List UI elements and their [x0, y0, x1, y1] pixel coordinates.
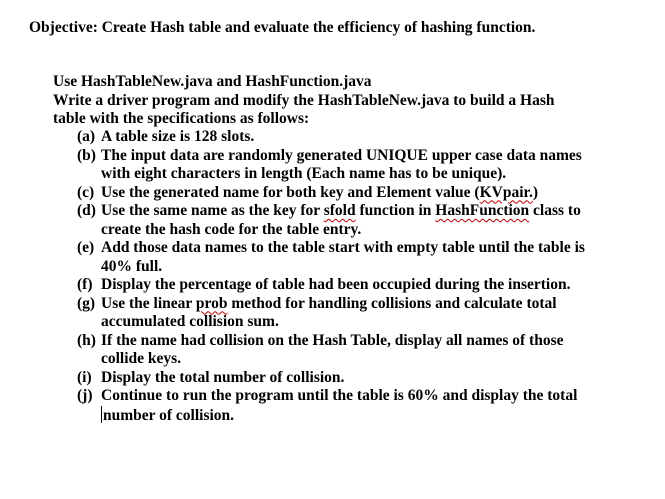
intro-line: Write a driver program and modify the HashTableNew.java to build a Hash [53, 91, 555, 109]
text-cursor [101, 406, 102, 423]
item-label: (a) [77, 128, 96, 145]
item-label: (f) [77, 276, 93, 293]
list-item-b [77, 147, 637, 184]
item-label: (g) [77, 294, 96, 312]
objective-heading: Objective: Create Hash table and evaluate the efficiency of hashing function. [29, 19, 536, 36]
text-run: class to [529, 202, 581, 219]
text-run: ) [532, 183, 539, 201]
list-item-c [77, 184, 637, 203]
item-text [101, 295, 637, 314]
item-text: If the name had collision on the Hash Table, display all names of those [101, 331, 564, 349]
item-text-last[interactable] [101, 406, 637, 426]
list-item-j [77, 387, 637, 425]
item-label: (c) [77, 183, 95, 201]
item-text: Continue to run the program until the table is 60% and display the total [101, 387, 578, 404]
item-text: accumulated collision sum. [101, 313, 279, 330]
list-item-a [77, 128, 637, 147]
list-item-f [77, 276, 637, 295]
item-label: (b) [77, 146, 96, 164]
item-text: Add those data names to the table start with empty table until the table is [101, 239, 585, 256]
item-label: (j) [77, 387, 93, 404]
item-text: with eight characters in length (Each name has to be unique). [101, 165, 507, 182]
text-run: Use the generated name for both key and Element value ( [101, 183, 480, 201]
item-text [101, 184, 637, 203]
intro-line: Use HashTableNew.java and HashFunction.java [53, 73, 372, 90]
text-run: number of collision. [103, 406, 235, 424]
list-item-g [77, 295, 637, 332]
spellcheck-word: sfold [323, 202, 356, 219]
item-label: (e) [77, 239, 95, 256]
spellcheck-word: prob [195, 294, 228, 312]
item-text: collide keys. [101, 350, 182, 367]
specifications-list [77, 128, 637, 425]
intro-paragraph [53, 73, 555, 129]
list-item-d [77, 202, 637, 239]
list-item-i [77, 369, 637, 388]
item-label: (d) [77, 202, 96, 219]
item-label: (h) [77, 331, 96, 349]
text-run: method for handling collisions and calculate total [227, 294, 557, 312]
item-text: Display the percentage of table had been occupied during the insertion. [101, 276, 571, 293]
list-item-h [77, 332, 637, 369]
spellcheck-word: HashFunction [435, 202, 530, 219]
spellcheck-word: KVpair. [479, 183, 533, 201]
list-item-e [77, 239, 637, 276]
item-label: (i) [77, 368, 92, 386]
item-text: The input data are randomly generated UNIQUE upper case data names [101, 146, 582, 164]
item-text [101, 202, 637, 221]
intro-line: table with the specifications as follows: [53, 110, 310, 127]
item-text: A table size is 128 slots. [101, 128, 255, 145]
text-run: function in [355, 202, 436, 219]
text-run: Use the linear [101, 294, 196, 312]
item-text: create the hash code for the table entry. [101, 220, 362, 238]
text-run: Use the same name as the key for [101, 202, 324, 219]
item-text: 40% full. [101, 257, 163, 275]
item-text: Display the total number of collision. [101, 368, 345, 386]
